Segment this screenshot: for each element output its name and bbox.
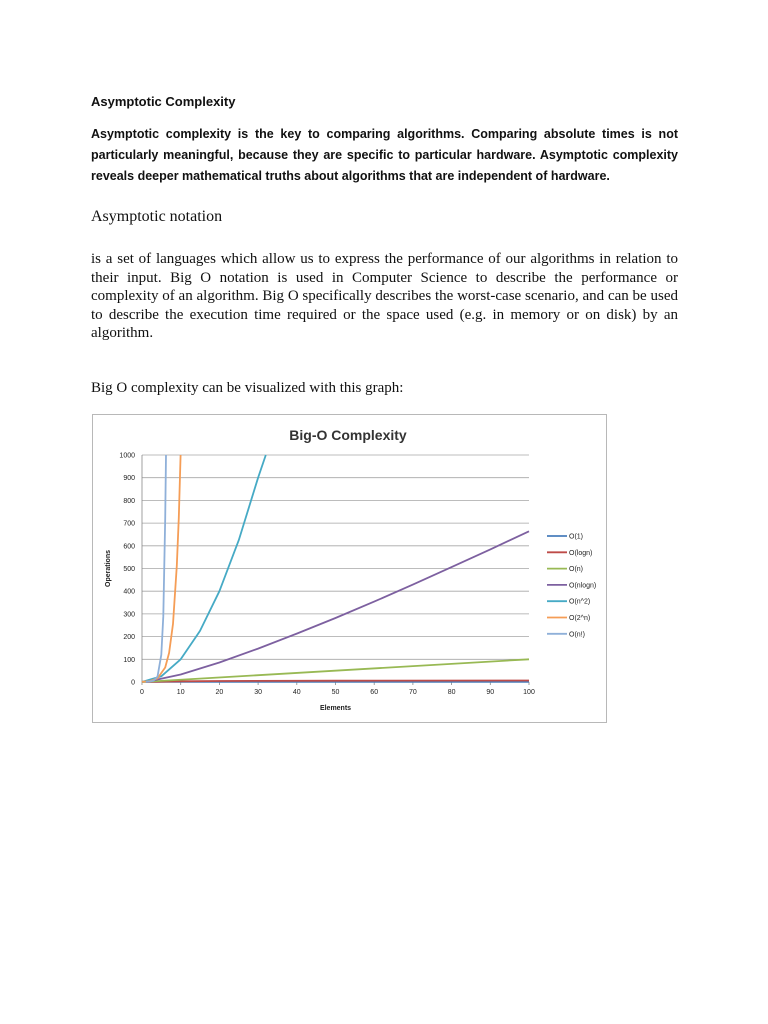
y-tick-label: 400 [123,588,135,596]
y-tick-label: 0 [131,679,135,687]
y-tick-label: 300 [123,611,135,619]
legend-label-o-1: O(1) [569,533,583,541]
y-axis-label: Operations [105,550,112,587]
section-heading: Asymptotic Complexity [91,94,236,109]
x-tick-label: 20 [215,689,224,696]
legend-label-o-n-2: O(n^2) [569,598,591,606]
y-tick-label: 500 [123,566,135,573]
y-tick-label: 700 [123,520,135,528]
legend-label-o-n: O(n!) [569,631,585,639]
intro-paragraph: Asymptotic complexity is the key to comparing algorithms. Comparing absolute times is not particularly meaningful, because they are specific to particular hardware. Asymptotic complexity reveals deeper mathematical truths about algorithms that are independent of hardware. [91,127,678,183]
x-tick-label: 60 [370,689,379,696]
chart-caption: Big O complexity can be visualized with this graph: [91,380,404,396]
notation-subheading: Asymptotic notation [91,208,223,225]
x-tick-label: 40 [292,689,301,696]
x-tick-label: 0 [140,689,144,696]
series-line-o-n [142,659,529,682]
y-tick-label: 600 [123,543,135,551]
y-tick-label: 800 [123,497,135,505]
x-tick-label: 50 [331,689,340,696]
legend-label-o-nlogn: O(nlogn) [569,582,597,590]
x-tick-label: 90 [486,689,495,696]
legend-label-o-2-n: O(2^n) [569,615,591,622]
y-tick-label: 200 [123,634,135,642]
chart-canvas [93,415,606,722]
x-tick-label: 100 [523,689,535,696]
chart-title: Big-O Complexity [289,427,407,443]
y-tick-label: 900 [123,475,135,483]
legend-label-o-n: O(n) [569,566,583,574]
y-tick-label: 1000 [119,452,135,460]
x-axis-label: Elements [319,705,352,712]
big-o-chart [92,414,607,723]
y-tick-label: 100 [123,656,135,664]
legend-label-o-logn: O(logn) [569,549,593,557]
x-tick-label: 80 [447,689,456,696]
x-tick-label: 70 [409,689,417,696]
notation-paragraph: is a set of languages which allow us to express the performance of our algorithms in relation to their input. Big O notation is used in Computer Science to describe the performance or complexity of an algorithm. Big O specifically describes the worst-case scenario, and can be used to describe the execution time required or the space used (e.g. in memory or on disk) by an algorithm. [91,251,678,341]
x-tick-label: 10 [176,689,185,696]
x-tick-label: 30 [254,689,262,696]
